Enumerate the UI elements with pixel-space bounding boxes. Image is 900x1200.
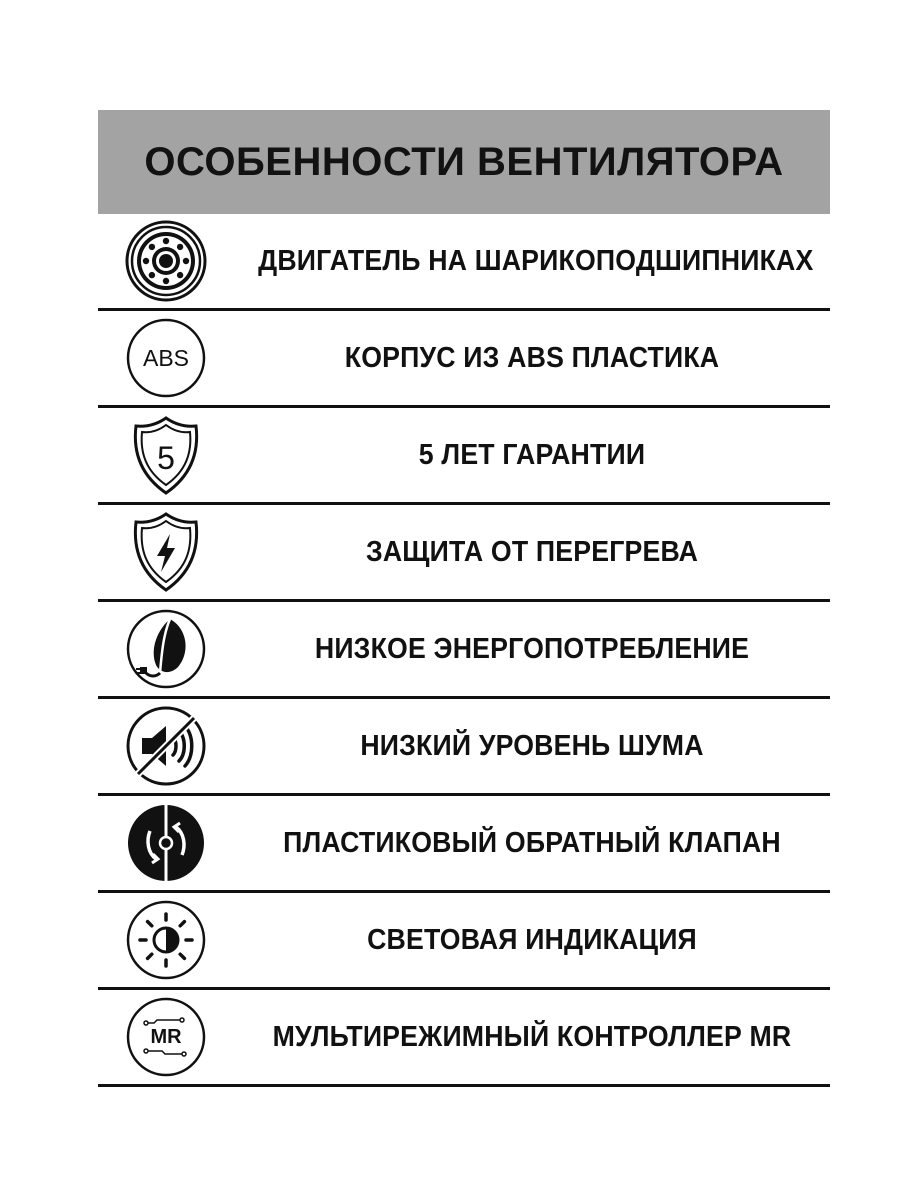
check-valve-icon: [98, 796, 234, 890]
speaker-muted-icon: [98, 699, 234, 793]
warranty-icon-text: 5: [157, 440, 175, 476]
mr-controller-icon: [98, 990, 234, 1084]
feature-label: МУЛЬТИРЕЖИМНЫЙ КОНТРОЛЛЕР MR: [272, 1020, 792, 1053]
feature-row-overheat: [98, 505, 830, 602]
feature-row-controller: [98, 990, 830, 1087]
abs-plastic-icon: [98, 311, 234, 405]
feature-label: НИЗКИЙ УРОВЕНЬ ШУМА: [360, 729, 704, 762]
feature-row-valve: [98, 796, 830, 893]
light-indicator-icon: [98, 893, 234, 987]
leaf-plug-icon: [98, 602, 234, 696]
feature-label: СВЕТОВАЯ ИНДИКАЦИЯ: [367, 923, 697, 956]
feature-list: [98, 214, 830, 1087]
feature-label: ЗАЩИТА ОТ ПЕРЕГРЕВА: [365, 535, 699, 568]
feature-row-light: [98, 893, 830, 990]
page-title: ОСОБЕННОСТИ ВЕНТИЛЯТОРА: [144, 139, 784, 184]
controller-icon-text: MR: [150, 1026, 182, 1048]
feature-label: ДВИГАТЕЛЬ НА ШАРИКОПОДШИПНИКАХ: [258, 244, 814, 277]
ball-bearing-icon: [98, 214, 234, 308]
feature-row-noise: [98, 699, 830, 796]
feature-row-abs: [98, 311, 830, 408]
shield-lightning-icon: [98, 505, 234, 599]
shield-warranty-icon: [98, 408, 234, 502]
feature-label: КОРПУС ИЗ ABS ПЛАСТИКА: [344, 341, 720, 374]
feature-row-bearing: [98, 214, 830, 311]
header-banner: [98, 110, 830, 214]
feature-label: НИЗКОЕ ЭНЕРГОПОТРЕБЛЕНИЕ: [314, 632, 750, 665]
feature-label: 5 ЛЕТ ГАРАНТИИ: [418, 438, 646, 471]
feature-row-energy: [98, 602, 830, 699]
feature-row-warranty: [98, 408, 830, 505]
feature-label: ПЛАСТИКОВЫЙ ОБРАТНЫЙ КЛАПАН: [283, 826, 781, 859]
abs-icon-text: ABS: [142, 345, 190, 371]
